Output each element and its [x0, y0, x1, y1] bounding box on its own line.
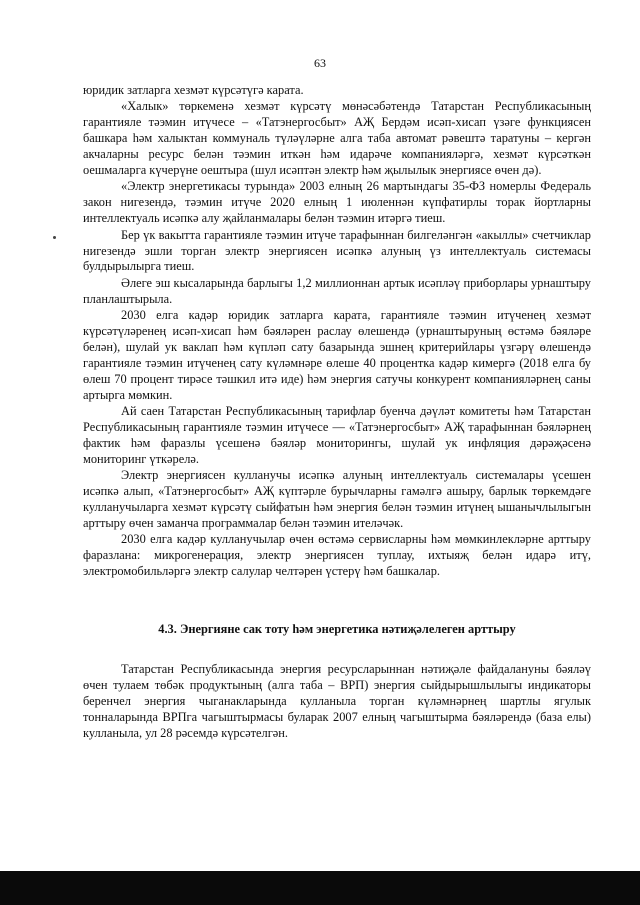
section-heading: 4.3. Энергияне сак тоту һәм энергетика нәтиҗәлелеген арттыру: [158, 622, 516, 637]
document-body: [83, 83, 591, 742]
paragraph: 2030 елга кадәр кулланучылар өчен өстәмә сервисларны һәм мөмкинлекләрне арттыру фаразлана: микрогенерация, электр энергиясен туплау, ихтыяҗ белән идарә итү, электромобильләргә электр салулар челтәрен үстерү һәм башкалар.: [83, 532, 591, 579]
scan-edge-bar: [0, 871, 640, 905]
paragraph: «Электр энергетикасы турында» 2003 елның 26 мартындагы 35-ФЗ номерлы Федераль закон нигезендә, тәэмин итүче 2020 елның 1 июленнән күпфатирлы торак йортларны интеллектуаль исәпкә алу җайланмалары белән тәэмин итәргә тиеш.: [83, 179, 591, 226]
scan-speck: [53, 236, 56, 239]
paragraph: 2030 елга кадәр юридик затларга карата, гарантияле тәэмин итүченең хезмәт күрсәтүләренең исәп-хисап һәм бәяләрен раслау өлешендә (урнаштыруның өстәмә бәяләре белән), шулай ук ваклап һәм күпләп сату базарында эшнең критерийлары үзгәрү өлешендә гарантияле тәэмин итүченең сату күләмнәре өлеше 40 процентка кадәр кимергә (2018 елга бу өлеш 70 процент тирәсе тәшкил итә иде) һәм энергия сатучы конкурент компанияләрнең саны артырга мөмкин.: [83, 308, 591, 402]
paragraph: Ай саен Татарстан Республикасының тарифлар буенча дәүләт комитеты һәм Татарстан Республикасының гарантияле тәэмин итүчесе — «Татэнергосбыт» АҖ тарафыннан бәяләрнең фактик һәм фаразлы үсешенә бәяләр мониторингы, шулай ук инфляция дәрәҗәсенә мониторинг үткәрелә.: [83, 404, 591, 466]
paragraph: Әлеге эш кысаларында барлыгы 1,2 миллионнан артык исәпләү приборлары урнаштыру планлаштырыла.: [83, 275, 591, 306]
section-paragraph: Татарстан Республикасында энергия ресурсларыннан нәтиҗәле файдалануны бәяләү өчен тулаем төбәк продуктының (алга таба – ВРП) энергия сыйдырышлылыгы индикаторы беренчел энергия чыганакларында кулланыла торган күләмнәрнең шартлы ягулык тонналарында ВРПга чагыштырмасы буларак 2007 елның чагыштырма бәяләрендә (база елы) кулланыла, ул 28 рәсемдә күрсәтелгән.: [83, 662, 591, 740]
paragraph: юридик затларга хезмәт күрсәтүгә карата.: [83, 83, 304, 97]
page-number: 63: [314, 56, 326, 70]
paragraph: Электр энергиясен кулланучы исәпкә алуның интеллектуаль системалары үсешен исәпкә алып, «Татэнергосбыт» АҖ күптәрле бурычларны гамәлгә ашыру, барлык төркемдәге кулланучыларга хезмәт күрсәтү сыйфатын һәм энергия белән тәэмин итүнең ышанычлылыгын арттыру өчен заманча программалар белән тәэмин ителәчәк.: [83, 468, 591, 530]
paragraph: Бер үк вакытта гарантияле тәэмин итүче тарафыннан билгеләнгән «акыллы» счетчиклар нигезендә эшли торган электр энергиясен исәпкә алуның үз интеллектуаль системасы булдырылырга тиеш.: [83, 227, 591, 274]
paragraph: «Халык» төркеменә хезмәт күрсәтү мөнәсәбәтендә Татарстан Республикасының гарантияле тәэмин итүчесе – «Татэнергосбыт» АҖ Бердәм исәп-хисап үзәге функциясен башкара һәм халыктан коммуналь түләүләрне алга таба автомат рәвештә таратуны – кергән акчаларны ресурс белән тәэмин иткән һәм идарәче компанияләргә, хезмәт күрсәткән оешмаларга күчерүне оештыра (шул исәптән электр һәм җылылык энергиясе өчен дә).: [83, 99, 591, 178]
